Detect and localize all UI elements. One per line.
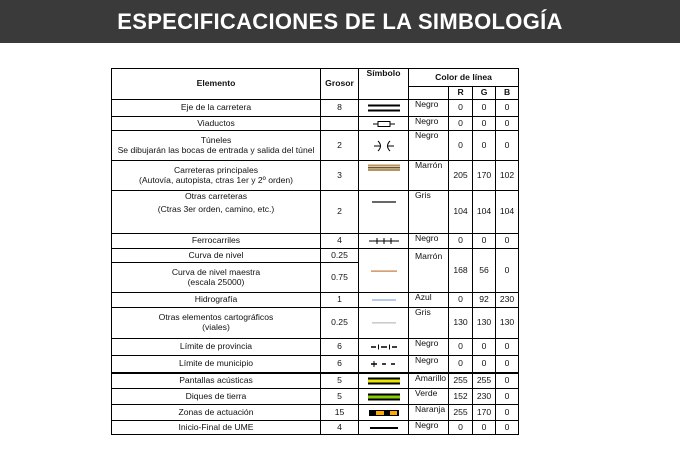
thickness-cell: [321, 117, 359, 131]
element-name: Hidrografía: [112, 293, 321, 308]
b-value: 0: [496, 234, 519, 249]
b-value: 230: [496, 293, 519, 308]
viaduct-icon: [373, 120, 395, 128]
element-detail: (viales): [202, 322, 230, 332]
table-row: [112, 308, 519, 339]
header-simbolo: Símbolo: [359, 69, 409, 100]
symbol-cell: [359, 249, 409, 293]
b-value: 0: [496, 373, 519, 389]
b-value: 104: [496, 191, 519, 234]
g-value: 0: [473, 421, 496, 435]
thickness-cell: 5: [321, 389, 359, 405]
orange-dashed-band-icon: [369, 409, 399, 417]
table-row: [112, 373, 519, 389]
g-value: 0: [473, 131, 496, 161]
symbol-cell: [359, 373, 409, 389]
color-name: Negro: [409, 131, 449, 161]
thick-double-line-icon: [368, 104, 400, 112]
table-row: [112, 339, 519, 356]
b-value: 0: [496, 389, 519, 405]
table-row: [112, 249, 519, 263]
g-value: 170: [473, 405, 496, 421]
railway-icon: [369, 237, 399, 245]
element-name: Diques de tierra: [112, 389, 321, 405]
r-value: 0: [449, 356, 473, 373]
tunnel-icon: [374, 140, 394, 152]
element-cell: [112, 131, 321, 161]
r-value: 0: [449, 421, 473, 435]
r-value: 0: [449, 100, 473, 117]
color-name: Marrón: [409, 249, 449, 293]
header-color: Color de línea: [409, 69, 519, 87]
green-double-line-icon: [368, 393, 400, 401]
color-name: Naranja: [409, 405, 449, 421]
table-row: [112, 356, 519, 373]
element-cell: [112, 161, 321, 191]
thickness-cell: 0.75: [321, 263, 359, 293]
element-name: Eje de la carretera: [112, 100, 321, 117]
b-value: 0: [496, 117, 519, 131]
thickness-cell: 6: [321, 339, 359, 356]
thickness-cell: 4: [321, 421, 359, 435]
element-name: Otras elementos cartográficos: [158, 312, 274, 323]
municipal-boundary-icon: [371, 360, 397, 368]
color-name: Verde: [409, 389, 449, 405]
thickness-cell: 2: [321, 191, 359, 234]
thickness-cell: 6: [321, 356, 359, 373]
b-value: 0: [496, 421, 519, 435]
g-value: 130: [473, 308, 496, 339]
color-name: Negro: [409, 234, 449, 249]
element-name: Inicio-Final de UME: [112, 421, 321, 435]
b-value: 0: [496, 356, 519, 373]
symbol-cell: [359, 405, 409, 421]
thin-gray-line-icon: [372, 321, 396, 325]
thickness-cell: 3: [321, 161, 359, 191]
contour-line-icon: [371, 269, 397, 273]
page-title: ESPECIFICACIONES DE LA SIMBOLOGÍA: [0, 0, 680, 43]
g-value: 170: [473, 161, 496, 191]
element-detail: Se dibujarán las bocas de entrada y salida del túnel: [117, 144, 315, 155]
r-value: 255: [449, 373, 473, 389]
header-grosor: Grosor: [321, 69, 359, 100]
r-value: 205: [449, 161, 473, 191]
r-value: 0: [449, 131, 473, 161]
element-cell: [112, 191, 321, 234]
element-detail: (escala 25000): [187, 276, 245, 287]
r-value: 104: [449, 191, 473, 234]
header-g: G: [473, 87, 496, 100]
b-value: 0: [496, 339, 519, 356]
b-value: 0: [496, 100, 519, 117]
element-name: Zonas de actuación: [112, 405, 321, 421]
table-row: [112, 161, 519, 191]
b-value: 102: [496, 161, 519, 191]
table-row: [112, 421, 519, 435]
table-row: [112, 191, 519, 234]
element-name: Límite de municipio: [112, 356, 321, 373]
table-row: [112, 117, 519, 131]
table-row: [112, 389, 519, 405]
symbol-cell: [359, 191, 409, 234]
g-value: 0: [473, 117, 496, 131]
color-name: Negro: [409, 356, 449, 373]
table-row: [112, 100, 519, 117]
thickness-cell: 0.25: [321, 249, 359, 263]
g-value: 0: [473, 100, 496, 117]
element-cell: [112, 308, 321, 339]
symbol-cell: [359, 131, 409, 161]
symbol-cell: [359, 117, 409, 131]
element-cell: [112, 263, 321, 293]
thickness-cell: 4: [321, 234, 359, 249]
b-value: 0: [496, 131, 519, 161]
symbol-cell: [359, 234, 409, 249]
color-name: Gris: [409, 308, 449, 339]
r-value: 0: [449, 234, 473, 249]
gray-line-icon: [372, 200, 396, 204]
table-row: [112, 293, 519, 308]
thickness-cell: 0.25: [321, 308, 359, 339]
element-name: Viaductos: [112, 117, 321, 131]
r-value: 255: [449, 405, 473, 421]
element-name: Carreteras principales: [173, 164, 259, 175]
thickness-cell: 15: [321, 405, 359, 421]
color-name: Amarillo: [409, 373, 449, 389]
symbol-cell: [359, 293, 409, 308]
r-value: 0: [449, 339, 473, 356]
thickness-cell: 8: [321, 100, 359, 117]
b-value: 0: [496, 249, 519, 293]
thickness-cell: 1: [321, 293, 359, 308]
g-value: 92: [473, 293, 496, 308]
symbol-cell: [359, 161, 409, 191]
brown-double-line-icon: [368, 164, 400, 172]
g-value: 56: [473, 249, 496, 293]
g-value: 104: [473, 191, 496, 234]
r-value: 168: [449, 249, 473, 293]
symbol-cell: [359, 421, 409, 435]
g-value: 255: [473, 373, 496, 389]
element-name: Túneles: [200, 134, 232, 145]
r-value: 152: [449, 389, 473, 405]
g-value: 0: [473, 356, 496, 373]
r-value: 130: [449, 308, 473, 339]
element-name: Límite de provincia: [112, 339, 321, 356]
color-name: Negro: [409, 100, 449, 117]
thickness-cell: 5: [321, 373, 359, 389]
color-name: Negro: [409, 117, 449, 131]
element-name: Curva de nivel: [112, 249, 321, 263]
symbol-cell: [359, 339, 409, 356]
element-name: Curva de nivel maestra: [171, 266, 261, 277]
element-name: Ferrocarriles: [112, 234, 321, 249]
province-boundary-icon: [371, 343, 397, 351]
thickness-cell: 2: [321, 131, 359, 161]
header-r: R: [449, 87, 473, 100]
b-value: 130: [496, 308, 519, 339]
table-row: [112, 405, 519, 421]
color-name: Negro: [409, 421, 449, 435]
table-row: [112, 234, 519, 249]
element-name: Pantallas acústicas: [112, 373, 321, 389]
symbol-cell: [359, 389, 409, 405]
black-line-icon: [370, 426, 398, 430]
color-name: Gris: [409, 191, 449, 234]
element-detail: (Ctras 3er orden, camino, etc.): [157, 203, 275, 214]
header-color-spacer: [409, 87, 449, 100]
symbol-cell: [359, 100, 409, 117]
header-row: [112, 69, 519, 87]
g-value: 230: [473, 389, 496, 405]
g-value: 0: [473, 234, 496, 249]
color-name: Negro: [409, 339, 449, 356]
r-value: 0: [449, 117, 473, 131]
color-name: Azul: [409, 293, 449, 308]
blue-line-icon: [372, 298, 396, 302]
symbology-table: [111, 68, 519, 435]
header-b: B: [496, 87, 519, 100]
element-name: Otras carreteras: [184, 191, 248, 201]
g-value: 0: [473, 339, 496, 356]
table-row: [112, 131, 519, 161]
b-value: 0: [496, 405, 519, 421]
color-name: Marrón: [409, 161, 449, 191]
symbol-cell: [359, 356, 409, 373]
element-detail: (Autovía, autopista, ctras 1er y 2º orden): [138, 174, 294, 185]
header-elemento: Elemento: [112, 69, 321, 100]
r-value: 0: [449, 293, 473, 308]
yellow-double-line-icon: [368, 377, 400, 385]
symbol-cell: [359, 308, 409, 339]
